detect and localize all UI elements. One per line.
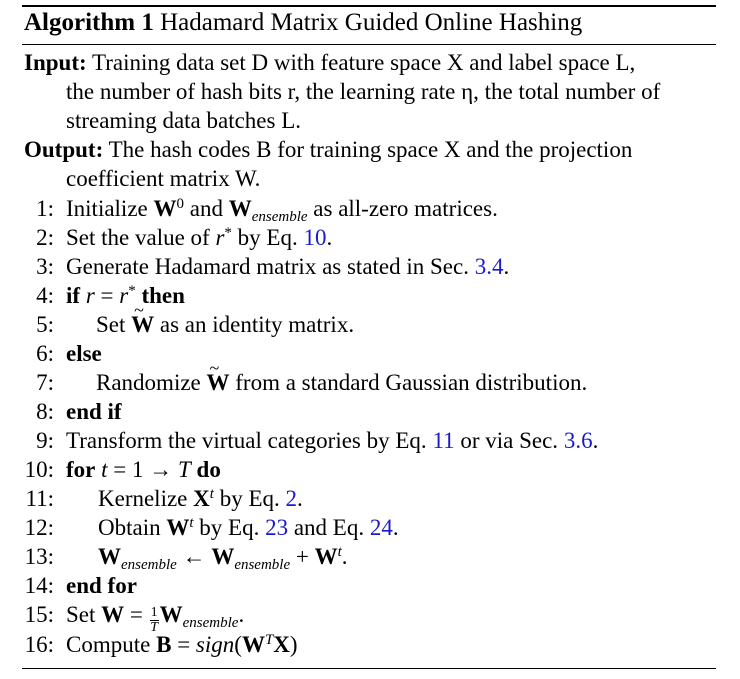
step-number: 8:	[36, 399, 54, 424]
top-rule	[22, 5, 716, 7]
eq-10-link[interactable]: 10	[303, 225, 327, 250]
step-number: 1:	[36, 196, 54, 221]
step-16: Compute $B = sign(W^TX)$	[66, 632, 298, 657]
sec-3-4-link[interactable]: 3.4	[474, 254, 504, 279]
fraction-1-over-T: $\frac{1}{T}$	[150, 605, 159, 635]
output-label: Output:	[24, 137, 104, 162]
step-3: Generate Hadamard matrix as stated in Sec. 3.4.	[66, 254, 510, 279]
step-14: end for	[66, 573, 137, 598]
step-number: 2:	[36, 225, 54, 250]
input-label: Input:	[24, 50, 87, 75]
step-number: 3:	[36, 254, 54, 279]
step-12: Obtain $W^t$ by Eq. 23 and Eq. 24.	[98, 515, 399, 540]
eq-24-link[interactable]: 24	[369, 515, 393, 540]
step-7: Randomize ~ W from a standard Gaussian distribution.	[96, 368, 587, 397]
step-number: 6:	[36, 341, 54, 366]
output-line-1	[24, 135, 632, 164]
step-4: if r = r* then	[66, 283, 185, 308]
input-line-3: streaming data batches L.	[66, 108, 302, 133]
step-13: $W_{ensemble}$ ← $W_{ensemble} + W^t$.	[98, 544, 348, 573]
step-9: Transform the virtual categories by Eq. 11 or via Sec. 3.6.	[66, 428, 599, 453]
step-number: 9:	[36, 428, 54, 453]
algorithm-title	[24, 9, 582, 37]
step-6: else	[66, 341, 102, 366]
step-number: 15:	[24, 602, 54, 627]
eq-11-link[interactable]: 11	[432, 428, 455, 453]
step-5: Set ~ W as an identity matrix.	[96, 310, 354, 339]
step-15: Set W = $\frac{1}{T}$ $W_{ensemble}$.	[66, 602, 245, 635]
step-number: 5:	[36, 312, 54, 337]
step-number: 10:	[24, 457, 54, 482]
step-2: Set the value of r* by Eq. 10.	[66, 225, 333, 250]
step-number: 14:	[24, 573, 54, 598]
bottom-rule	[22, 668, 716, 669]
step-number: 4:	[36, 283, 54, 308]
title-rule	[22, 44, 716, 45]
algorithm-name: Hadamard Matrix Guided Online Hashing	[160, 9, 583, 36]
step-number: 16:	[24, 632, 54, 657]
step-11: Kernelize $X^t$ by Eq. 2.	[98, 486, 303, 511]
step-1: Initialize $W^0$ and $W_{ensemble}$ as all-zero matrices.	[66, 196, 498, 225]
eq-23-link[interactable]: 23	[265, 515, 289, 540]
output-text-1: The hash codes B for training space X and the projection	[108, 137, 633, 162]
step-10: for t = 1 → T do	[66, 457, 221, 482]
algorithm-label: Algorithm 1	[24, 9, 154, 36]
input-line-2: the number of hash bits r, the learning rate η, the total number of	[66, 79, 661, 104]
step-number: 12:	[24, 515, 54, 540]
step-8: end if	[66, 399, 122, 424]
input-line-1	[24, 48, 635, 77]
step-number: 11:	[25, 486, 54, 511]
step-number: 13:	[24, 544, 54, 569]
output-line-2: coefficient matrix W.	[66, 166, 261, 191]
step-number: 7:	[36, 370, 54, 395]
eq-2-link[interactable]: 2	[285, 486, 297, 511]
sec-3-6-link[interactable]: 3.6	[563, 428, 593, 453]
input-text-1: Training data set D with feature space X and label space L,	[92, 50, 636, 75]
